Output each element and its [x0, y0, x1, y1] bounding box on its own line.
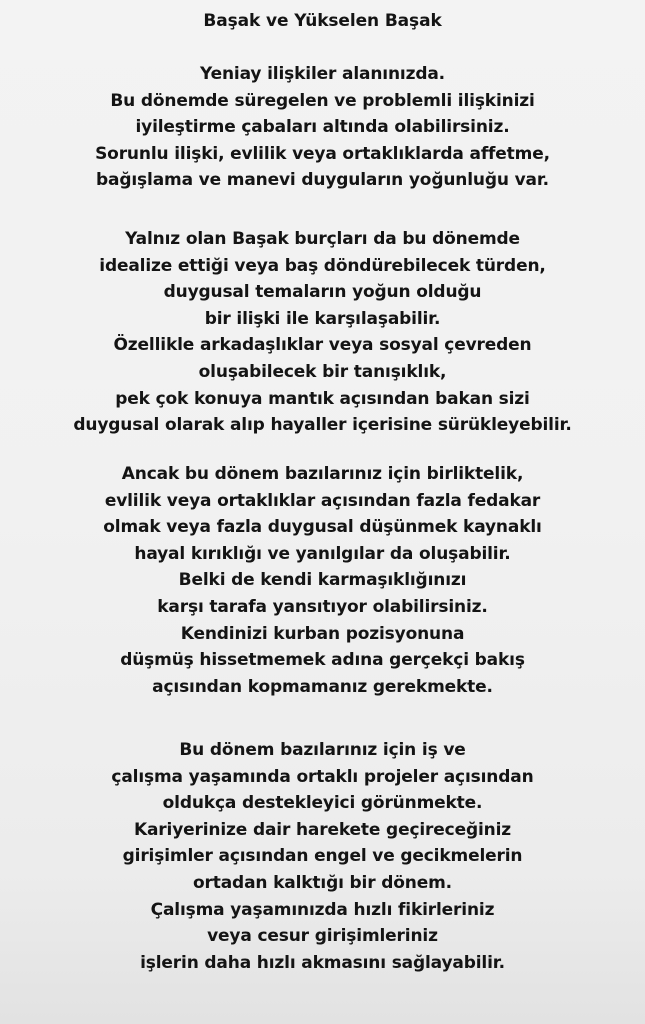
text-line: evlilik veya ortaklıklar açısından fazla fedakar — [104, 490, 541, 511]
paragraph-disappointments — [0, 461, 645, 700]
text-line: duygusal olarak alıp hayaller içerisine sürükleyebilir. — [73, 415, 572, 436]
text-line: Bu dönemde süregelen ve problemli ilişkinizi — [110, 90, 535, 111]
paragraph-single-virgos — [0, 226, 645, 439]
text-line: Sorunlu ilişki, evlilik veya ortaklıklarda affetme, — [95, 143, 550, 164]
text-line: duygusal temaların yoğun olduğu — [163, 282, 482, 303]
text-line: bir ilişki ile karşılaşabilir. — [204, 308, 441, 329]
text-line: Belki de kendi karmaşıklığınızı — [178, 570, 467, 591]
paragraph-work-life — [0, 737, 645, 976]
text-line: Yalnız olan Başak burçları da bu dönemde — [125, 229, 520, 249]
text-line: bağışlama ve manevi duyguların yoğunluğu var. — [96, 170, 549, 191]
text-line: iyileştirme çabaları altında olabilirsiniz. — [135, 117, 510, 138]
text-line: Yeniay ilişkiler alanınızda. — [200, 64, 445, 84]
text-line: Ancak bu dönem bazılarınız için birliktelik, — [121, 464, 524, 484]
text-line: Özellikle arkadaşlıklar veya sosyal çevreden — [113, 335, 532, 356]
text-line: Kendinizi kurban pozisyonuna — [180, 623, 465, 644]
text-line: oluşabilecek bir tanışıklık, — [198, 361, 447, 382]
text-line: Çalışma yaşamınızda hızlı fikirleriniz — [150, 899, 495, 920]
text-line: girişimler açısından engel ve gecikmelerin — [122, 846, 523, 867]
text-line: idealize ettiği veya baş döndürebilecek türden, — [99, 255, 546, 276]
text-line: hayal kırıklığı ve yanılgılar da oluşabilir. — [134, 543, 511, 564]
text-line: açısından kopmamanız gerekmekte. — [152, 676, 493, 697]
text-line: işlerin daha hızlı akmasını sağlayabilir. — [140, 952, 505, 973]
text-line: olmak veya fazla duygusal düşünmek kaynaklı — [103, 517, 542, 538]
text-line: Bu dönem bazılarınız için iş ve — [179, 740, 466, 760]
page-title: Başak ve Yükselen Başak — [203, 11, 442, 31]
paragraph-new-moon-relationships — [0, 61, 645, 194]
text-line: Kariyerinize dair harekete geçireceğiniz — [133, 819, 512, 840]
text-line: veya cesur girişimleriniz — [207, 926, 438, 947]
text-line: pek çok konuya mantık açısından bakan sizi — [115, 388, 530, 409]
text-line: karşı tarafa yansıtıyor olabilirsiniz. — [157, 596, 488, 617]
text-line: düşmüş hissetmemek adına gerçekçi bakış — [120, 650, 525, 671]
text-line: çalışma yaşamında ortaklı projeler açısından — [111, 766, 534, 787]
text-line: ortadan kalktığı bir dönem. — [192, 872, 452, 893]
text-line: oldukça destekleyici görünmekte. — [162, 793, 483, 814]
